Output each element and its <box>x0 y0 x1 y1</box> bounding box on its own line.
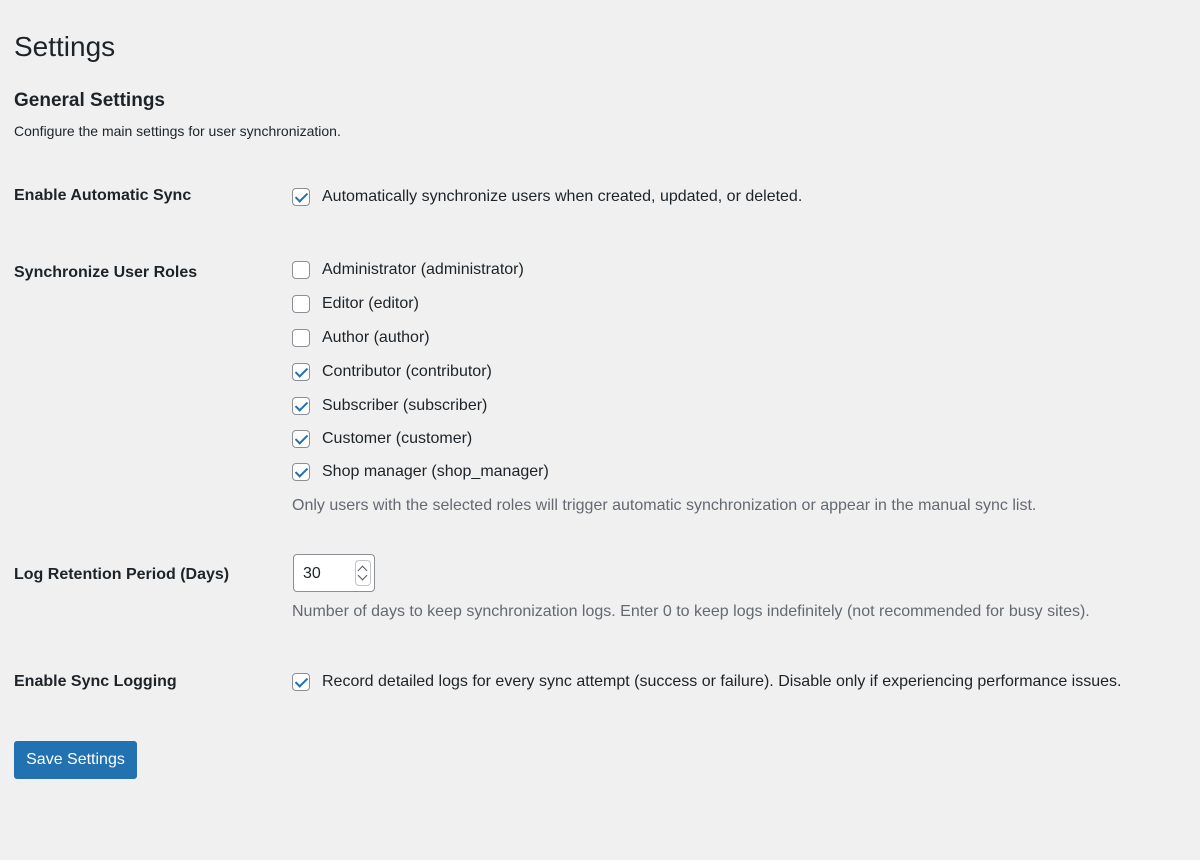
log-retention-label: Log Retention Period (Days) <box>14 566 230 583</box>
auto-sync-checkbox-label: Automatically synchronize users when created, updated, or deleted. <box>322 188 803 205</box>
sync-logging-checkbox[interactable] <box>292 673 310 691</box>
role-option-contributor[interactable] <box>292 361 492 383</box>
role-option-customer[interactable] <box>292 428 472 450</box>
sync-logging-checkbox-row[interactable] <box>292 671 1121 693</box>
sync-logging-checkbox-label: Record detailed logs for every sync attempt (success or failure). Disable only if experiencing performance issues. <box>322 673 1122 690</box>
roles-label: Synchronize User Roles <box>14 264 198 281</box>
role-checkbox-customer[interactable] <box>292 430 310 448</box>
chevron-down-icon[interactable] <box>358 571 368 581</box>
role-option-administrator[interactable] <box>292 259 524 281</box>
role-checkbox-administrator[interactable] <box>292 261 310 279</box>
role-checkbox-contributor[interactable] <box>292 363 310 381</box>
role-option-subscriber[interactable] <box>292 395 487 417</box>
auto-sync-checkbox-row[interactable] <box>292 186 802 208</box>
role-label-customer: Customer (customer) <box>322 430 473 447</box>
page-title: Settings <box>14 30 116 62</box>
auto-sync-checkbox[interactable] <box>292 188 310 206</box>
role-label-administrator: Administrator (administrator) <box>322 261 524 278</box>
role-label-shop-manager: Shop manager (shop_manager) <box>322 463 549 480</box>
log-retention-value: 30 <box>303 565 321 582</box>
roles-description: Only users with the selected roles will trigger automatic synchronization or appear in the manual sync list. <box>292 497 1037 514</box>
section-title: General Settings <box>14 89 165 111</box>
role-label-subscriber: Subscriber (subscriber) <box>322 397 488 414</box>
role-checkbox-shop-manager[interactable] <box>292 463 310 481</box>
number-spinner[interactable] <box>355 560 371 586</box>
role-label-author: Author (author) <box>322 329 430 346</box>
role-label-contributor: Contributor (contributor) <box>322 363 492 380</box>
role-option-author[interactable] <box>292 327 430 349</box>
auto-sync-label: Enable Automatic Sync <box>14 187 192 204</box>
role-checkbox-author[interactable] <box>292 329 310 347</box>
sync-logging-label: Enable Sync Logging <box>14 673 177 690</box>
role-label-editor: Editor (editor) <box>322 295 419 312</box>
role-option-shop-manager[interactable] <box>292 461 549 483</box>
log-retention-input[interactable] <box>293 554 375 592</box>
section-description: Configure the main settings for user synchronization. <box>14 123 341 139</box>
role-checkbox-editor[interactable] <box>292 295 310 313</box>
role-checkbox-subscriber[interactable] <box>292 397 310 415</box>
role-option-editor[interactable] <box>292 293 419 315</box>
save-settings-button[interactable]: Save Settings <box>14 741 137 779</box>
log-retention-description: Number of days to keep synchronization logs. Enter 0 to keep logs indefinitely (not recommended for busy sites). <box>292 603 1090 620</box>
